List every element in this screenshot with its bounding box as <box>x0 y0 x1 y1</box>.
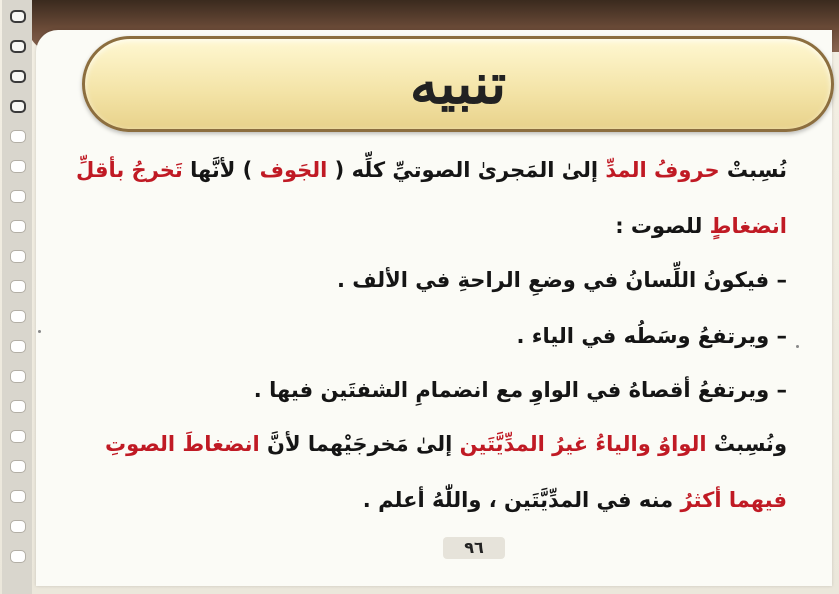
text-segment: منه في المدِّيَّتَين ، واللّٰهُ أعلم . <box>362 488 681 512</box>
spiral-binding <box>2 0 32 594</box>
paragraph2-line2 <box>363 488 787 512</box>
binding-hole <box>10 160 26 173</box>
binding-hole <box>10 280 26 293</box>
speck <box>38 330 41 333</box>
paragraph2-line1 <box>105 432 787 456</box>
speck <box>796 345 799 348</box>
binding-hole <box>10 340 26 353</box>
highlighted-term: انضغاطَ الصوتِ <box>105 432 260 456</box>
binding-hole <box>10 70 26 83</box>
text-segment: إلىٰ المَجرىٰ الصوتيِّ كلِّه ( <box>327 158 606 182</box>
page-number: ٩٦ <box>443 537 505 559</box>
bullet-item: – ويرتفعُ وسَطُه في الياء . <box>516 324 787 348</box>
highlighted-term: فيهما أكثرُ <box>680 488 787 512</box>
binding-hole <box>10 460 26 473</box>
binding-hole <box>10 400 26 413</box>
highlighted-term: الجَوف <box>259 158 328 182</box>
binding-hole <box>10 130 26 143</box>
binding-hole <box>10 370 26 383</box>
highlighted-term: الواوُ والياءُ غيرُ المدِّيَّتَين <box>459 432 707 456</box>
bullet-item: – فيكونُ اللِّسانُ في وضعِ الراحةِ في الألف . <box>336 268 787 292</box>
highlighted-term: حروفُ المدِّ <box>605 158 720 182</box>
binding-hole <box>10 490 26 503</box>
binding-hole <box>10 100 26 113</box>
page-title: تنبيه <box>409 51 507 117</box>
binding-hole <box>10 250 26 263</box>
binding-hole <box>10 40 26 53</box>
paragraph1-line2 <box>615 214 787 238</box>
bullet-item: – ويرتفعُ أقصاهُ في الواوِ مع انضمامِ الشفتَين فيها . <box>253 378 787 402</box>
binding-hole <box>10 430 26 443</box>
text-segment: ) لأنَّها <box>182 158 260 182</box>
binding-hole <box>10 220 26 233</box>
binding-hole <box>10 550 26 563</box>
binding-hole <box>10 520 26 533</box>
highlighted-term: انضغاطٍ <box>709 214 787 238</box>
text-segment: ونُسِبتْ <box>706 432 787 456</box>
highlighted-term: تَخرجُ بأقلِّ <box>75 158 183 182</box>
binding-hole <box>10 310 26 323</box>
text-segment: للصوت : <box>615 214 710 238</box>
paragraph1-line1 <box>76 158 787 182</box>
binding-hole <box>10 190 26 203</box>
binding-hole <box>10 10 26 23</box>
text-segment: نُسِبتْ <box>719 158 787 182</box>
title-banner <box>82 36 834 132</box>
text-segment: إلىٰ مَخرجَيْهما لأنَّ <box>259 432 460 456</box>
